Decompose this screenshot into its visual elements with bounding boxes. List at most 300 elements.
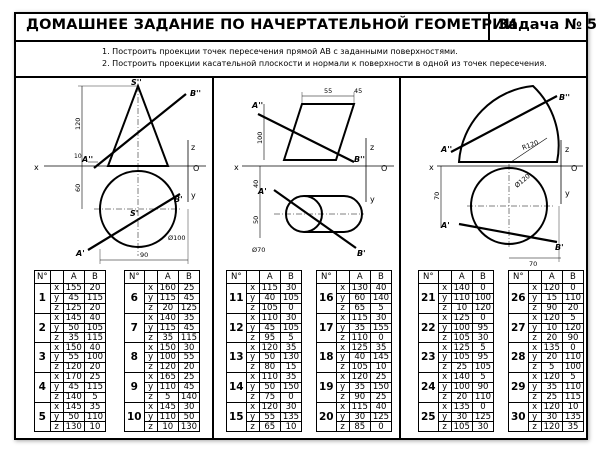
point-a-value: 140 (451, 373, 472, 383)
table-row (227, 313, 302, 323)
coord-label: z (246, 422, 259, 432)
point-a-value: 5 (541, 363, 562, 373)
coord-label: z (528, 303, 541, 313)
page-title: ДОМАШНЕЕ ЗАДАНИЕ ПО НАЧЕРТАТЕЛЬНОЙ ГЕОМЕТРИИ (26, 17, 517, 33)
point-b-value: 40 (84, 343, 105, 353)
point-b-value: 30 (178, 402, 199, 412)
table-row (35, 402, 106, 412)
point-a-value: 35 (63, 333, 84, 343)
point-b-value: 135 (280, 412, 301, 422)
point-a-value: 90 (541, 303, 562, 313)
point-a-value: 120 (157, 363, 178, 373)
coord-label: y (336, 293, 349, 303)
header-a: A (541, 271, 562, 284)
point-a-value: 80 (259, 363, 280, 373)
variant-number: 18 (317, 343, 337, 373)
point-b-value: 30 (472, 333, 493, 343)
coord-label: y (438, 353, 451, 363)
line-ab-front (94, 94, 186, 168)
axis-z-label: z (191, 143, 196, 152)
coord-label: x (336, 402, 349, 412)
coord-label: z (336, 422, 349, 432)
coord-label: y (336, 382, 349, 392)
coord-label: x (528, 313, 541, 323)
coord-label: y (528, 353, 541, 363)
coord-label: x (336, 373, 349, 383)
coord-label: z (438, 392, 451, 402)
instruction-1: 1. Построить проекции точек пересечения прямой АВ с заданными поверхностями. (102, 47, 458, 56)
variant-number: 21 (419, 284, 439, 314)
point-b-value: 105 (280, 323, 301, 333)
coord-label: z (336, 333, 349, 343)
table-row (35, 313, 106, 323)
coord-label: x (144, 373, 157, 383)
variant-number: 27 (509, 313, 529, 343)
table-row (509, 373, 584, 383)
point-b-value: 115 (84, 382, 105, 392)
point-b-value: 0 (562, 343, 583, 353)
coord-label: x (246, 373, 259, 383)
variant-number: 30 (509, 402, 529, 432)
point-a-value: 150 (63, 343, 84, 353)
point-a-value: 120 (541, 422, 562, 432)
table-row (125, 313, 200, 323)
header-no: N° (125, 271, 145, 284)
point-a-value: 110 (349, 333, 370, 343)
coord-label: x (438, 313, 451, 323)
point-a-value: 85 (349, 422, 370, 432)
header-b: B (280, 271, 301, 284)
point-b-value: 0 (472, 313, 493, 323)
axis-z-label: z (370, 143, 375, 152)
table-row (35, 284, 106, 294)
point-a-value: 10 (451, 303, 472, 313)
point-a-value: 65 (259, 422, 280, 432)
coord-label: y (50, 293, 63, 303)
variant-number: 22 (419, 313, 439, 343)
point-b-value: 15 (280, 363, 301, 373)
point-b-value: 45 (178, 323, 199, 333)
table-row (317, 343, 392, 353)
header-b: B (84, 271, 105, 284)
point-b-value: 10 (562, 402, 583, 412)
variant-number: 13 (227, 343, 247, 373)
header-b: B (472, 271, 493, 284)
axis-o-label: O (193, 164, 200, 173)
coord-label: z (144, 392, 157, 402)
table-row (125, 343, 200, 353)
point-a-value: 20 (541, 353, 562, 363)
point-a-value: 110 (451, 293, 472, 303)
point-b-value: 30 (178, 343, 199, 353)
variant-number: 7 (125, 313, 145, 343)
point-b-value: 35 (84, 402, 105, 412)
point-b-value: 35 (562, 422, 583, 432)
variant-number: 6 (125, 284, 145, 314)
dim-diameter: Ø120 (513, 172, 532, 190)
point-a-value: 130 (63, 422, 84, 432)
point-b-value: 5 (562, 373, 583, 383)
variant-table (124, 270, 200, 432)
point-a-value: 115 (157, 293, 178, 303)
point-b-value: 115 (84, 333, 105, 343)
coord-label: x (144, 313, 157, 323)
coord-label: y (528, 382, 541, 392)
coord-label: x (144, 402, 157, 412)
point-a-value: 110 (157, 382, 178, 392)
point-b-value: 140 (178, 392, 199, 402)
sphere-segment-front (459, 86, 559, 162)
coord-label: x (246, 402, 259, 412)
label-b-front: B'' (559, 93, 570, 102)
point-a-value: 120 (63, 363, 84, 373)
point-b-value: 130 (178, 422, 199, 432)
table-row (317, 402, 392, 412)
dim-40: 40 (252, 179, 260, 188)
point-a-value: 100 (157, 353, 178, 363)
point-a-value: 55 (259, 412, 280, 422)
header-a: A (63, 271, 84, 284)
coord-label: y (144, 353, 157, 363)
coord-label: x (528, 343, 541, 353)
coord-label: x (438, 373, 451, 383)
point-b-value: 5 (472, 343, 493, 353)
cylinder-drawing (214, 78, 398, 278)
point-b-value: 95 (472, 353, 493, 363)
coord-label: x (50, 284, 63, 294)
point-a-value: 45 (63, 382, 84, 392)
variant-number: 19 (317, 373, 337, 403)
point-b-value: 90 (472, 382, 493, 392)
point-b-value: 115 (178, 333, 199, 343)
dim-60: 60 (74, 183, 82, 192)
table-row (509, 343, 584, 353)
point-b-value: 110 (472, 392, 493, 402)
coord-label: z (528, 363, 541, 373)
label-b-top: B' (357, 249, 366, 258)
point-a-value: 105 (259, 303, 280, 313)
point-a-value: 50 (259, 353, 280, 363)
axis-y-label: y (191, 191, 196, 200)
variant-table (226, 270, 302, 432)
point-a-value: 65 (349, 303, 370, 313)
point-b-value: 40 (370, 402, 391, 412)
label-a-front: A'' (441, 145, 453, 154)
instructions (16, 42, 586, 78)
point-b-value: 30 (280, 284, 301, 294)
point-a-value: 125 (451, 313, 472, 323)
table-row (35, 343, 106, 353)
point-a-value: 105 (451, 422, 472, 432)
header-no: N° (509, 271, 529, 284)
table-row (509, 402, 584, 412)
point-a-value: 30 (451, 412, 472, 422)
point-b-value: 25 (178, 284, 199, 294)
point-b-value: 55 (178, 353, 199, 363)
point-b-value: 35 (178, 313, 199, 323)
coord-label: z (438, 303, 451, 313)
task-number: Задача № 5 (498, 17, 597, 33)
point-a-value: 135 (451, 402, 472, 412)
axis-x-label: x (429, 163, 434, 172)
variant-number: 15 (227, 402, 247, 432)
axis-o-label: O (381, 164, 388, 173)
point-a-value: 35 (541, 382, 562, 392)
point-a-value: 110 (157, 412, 178, 422)
table-row (419, 343, 494, 353)
point-a-value: 30 (349, 412, 370, 422)
coord-label: z (246, 363, 259, 373)
point-a-value: 100 (451, 323, 472, 333)
axis-o-label: O (571, 164, 578, 173)
variant-number: 5 (35, 402, 51, 432)
line-ab-front (258, 114, 354, 162)
point-a-value: 75 (259, 392, 280, 402)
point-b-value: 130 (280, 353, 301, 363)
variant-number: 9 (125, 373, 145, 403)
task-number-box (488, 14, 597, 40)
coord-label: z (50, 303, 63, 313)
variant-number: 24 (419, 373, 439, 403)
point-b-value: 115 (84, 293, 105, 303)
coord-label: y (438, 323, 451, 333)
table-row (317, 313, 392, 323)
coord-label: z (528, 333, 541, 343)
coord-label: z (336, 303, 349, 313)
dim-50: 50 (252, 215, 260, 224)
point-b-value: 0 (370, 422, 391, 432)
coord-label: x (50, 402, 63, 412)
header-no: N° (317, 271, 337, 284)
point-b-value: 150 (280, 382, 301, 392)
coord-label: x (50, 373, 63, 383)
point-b-value: 5 (280, 333, 301, 343)
point-a-value: 135 (541, 343, 562, 353)
point-b-value: 105 (472, 363, 493, 373)
point-a-value: 25 (451, 363, 472, 373)
point-b-value: 115 (562, 392, 583, 402)
point-b-value: 50 (178, 412, 199, 422)
point-a-value: 140 (451, 284, 472, 294)
point-a-value: 140 (63, 392, 84, 402)
label-s-front: S'' (131, 78, 142, 87)
task-sheet (14, 12, 597, 440)
point-a-value: 50 (63, 412, 84, 422)
coord-label: z (144, 303, 157, 313)
point-b-value: 0 (472, 284, 493, 294)
variant-table (508, 270, 584, 432)
point-b-value: 135 (562, 412, 583, 422)
point-b-value: 0 (280, 392, 301, 402)
header-no: N° (227, 271, 247, 284)
variant-number: 14 (227, 373, 247, 403)
point-a-value: 20 (157, 303, 178, 313)
line-ab-top (459, 224, 557, 242)
point-a-value: 125 (451, 343, 472, 353)
point-b-value: 100 (562, 363, 583, 373)
point-b-value: 45 (178, 293, 199, 303)
dim-100: 100 (256, 131, 264, 144)
point-b-value: 30 (370, 313, 391, 323)
table-row (419, 284, 494, 294)
variant-number: 12 (227, 313, 247, 343)
point-b-value: 155 (370, 323, 391, 333)
coord-label: x (246, 343, 259, 353)
coord-label: x (144, 343, 157, 353)
coord-label: x (50, 313, 63, 323)
point-a-value: 110 (259, 373, 280, 383)
dim-120: 120 (74, 117, 82, 130)
point-a-value: 125 (63, 303, 84, 313)
variant-number: 16 (317, 284, 337, 314)
axis-x-label: x (234, 163, 239, 172)
point-b-value: 140 (370, 293, 391, 303)
point-b-value: 40 (84, 313, 105, 323)
coord-label: y (336, 353, 349, 363)
coord-label: x (528, 373, 541, 383)
variant-number: 8 (125, 343, 145, 373)
point-a-value: 145 (63, 313, 84, 323)
line-ab-front (451, 96, 557, 152)
point-b-value: 30 (280, 313, 301, 323)
point-b-value: 145 (370, 353, 391, 363)
variant-table (418, 270, 494, 432)
point-a-value: 40 (349, 353, 370, 363)
coord-label: x (246, 284, 259, 294)
dim-10: 10 (74, 153, 82, 160)
table-row (419, 402, 494, 412)
point-a-value: 90 (349, 392, 370, 402)
dim-diameter: Ø70 (252, 246, 266, 254)
table-row (509, 284, 584, 294)
label-a-top: A' (258, 187, 267, 196)
point-b-value: 105 (280, 293, 301, 303)
point-a-value: 110 (259, 313, 280, 323)
point-b-value: 120 (472, 303, 493, 313)
instruction-2: 2. Построить проекции касательной плоскости и нормали к поверхности в одной из точек пересечения. (102, 59, 547, 68)
table-row (317, 284, 392, 294)
point-a-value: 35 (157, 333, 178, 343)
table-row (419, 373, 494, 383)
point-a-value: 155 (63, 284, 84, 294)
axis-y-label: y (370, 195, 375, 204)
point-b-value: 5 (84, 392, 105, 402)
coord-label: y (246, 412, 259, 422)
variant-number: 28 (509, 343, 529, 373)
point-b-value: 0 (370, 333, 391, 343)
point-b-value: 25 (178, 373, 199, 383)
point-b-value: 25 (370, 373, 391, 383)
label-b-front: B'' (190, 89, 201, 98)
title-row (16, 14, 597, 42)
label-a-top: A' (441, 221, 450, 230)
point-a-value: 120 (541, 313, 562, 323)
point-a-value: 120 (259, 402, 280, 412)
axis-z-label: z (565, 145, 570, 154)
point-b-value: 0 (562, 284, 583, 294)
point-b-value: 110 (562, 382, 583, 392)
dim-70-horizontal: 70 (529, 260, 538, 268)
coord-label: x (438, 343, 451, 353)
coord-label: z (50, 392, 63, 402)
point-a-value: 160 (157, 284, 178, 294)
point-a-value: 25 (541, 392, 562, 402)
dim-90: 90 (140, 251, 149, 259)
dim-55: 55 (324, 87, 333, 95)
point-b-value: 10 (84, 422, 105, 432)
point-b-value: 20 (84, 284, 105, 294)
point-a-value: 95 (259, 333, 280, 343)
coord-label: y (50, 323, 63, 333)
header-no: N° (419, 271, 439, 284)
point-b-value: 35 (280, 373, 301, 383)
point-a-value: 30 (541, 412, 562, 422)
point-a-value: 150 (157, 343, 178, 353)
point-a-value: 35 (349, 382, 370, 392)
point-a-value: 125 (349, 343, 370, 353)
coord-label: x (144, 284, 157, 294)
point-b-value: 30 (472, 422, 493, 432)
point-b-value: 40 (370, 284, 391, 294)
coord-label: y (336, 412, 349, 422)
coord-label: z (50, 333, 63, 343)
dim-radius: R120 (520, 138, 540, 152)
point-a-value: 55 (63, 353, 84, 363)
table-row (227, 343, 302, 353)
variant-number: 23 (419, 343, 439, 373)
point-b-value: 0 (472, 402, 493, 412)
point-b-value: 0 (280, 303, 301, 313)
point-a-value: 115 (157, 323, 178, 333)
coord-label: z (528, 392, 541, 402)
point-b-value: 110 (84, 412, 105, 422)
coord-label: z (50, 422, 63, 432)
coord-label: z (438, 363, 451, 373)
coord-label: y (50, 353, 63, 363)
point-a-value: 115 (349, 313, 370, 323)
point-a-value: 20 (541, 333, 562, 343)
table-row (227, 402, 302, 412)
point-a-value: 120 (541, 284, 562, 294)
coord-label: y (336, 323, 349, 333)
point-b-value: 20 (84, 363, 105, 373)
variant-number: 10 (125, 402, 145, 432)
point-b-value: 25 (84, 373, 105, 383)
point-a-value: 115 (349, 402, 370, 412)
coord-label: x (336, 313, 349, 323)
coord-label: y (144, 323, 157, 333)
point-a-value: 140 (157, 313, 178, 323)
point-b-value: 20 (84, 303, 105, 313)
point-b-value: 125 (472, 412, 493, 422)
coord-label: y (50, 412, 63, 422)
coord-label: z (438, 333, 451, 343)
coord-label: y (438, 293, 451, 303)
label-s-top: S' (130, 209, 139, 218)
point-a-value: 145 (157, 402, 178, 412)
point-a-value: 115 (259, 284, 280, 294)
point-a-value: 50 (63, 323, 84, 333)
coord-label: y (246, 293, 259, 303)
header-a: A (259, 271, 280, 284)
variant-number: 20 (317, 402, 337, 432)
variant-number: 11 (227, 284, 247, 314)
coord-label: x (528, 402, 541, 412)
label-a-front: A'' (252, 101, 264, 110)
coord-label: x (438, 402, 451, 412)
coord-label: y (144, 293, 157, 303)
coord-label: z (144, 422, 157, 432)
